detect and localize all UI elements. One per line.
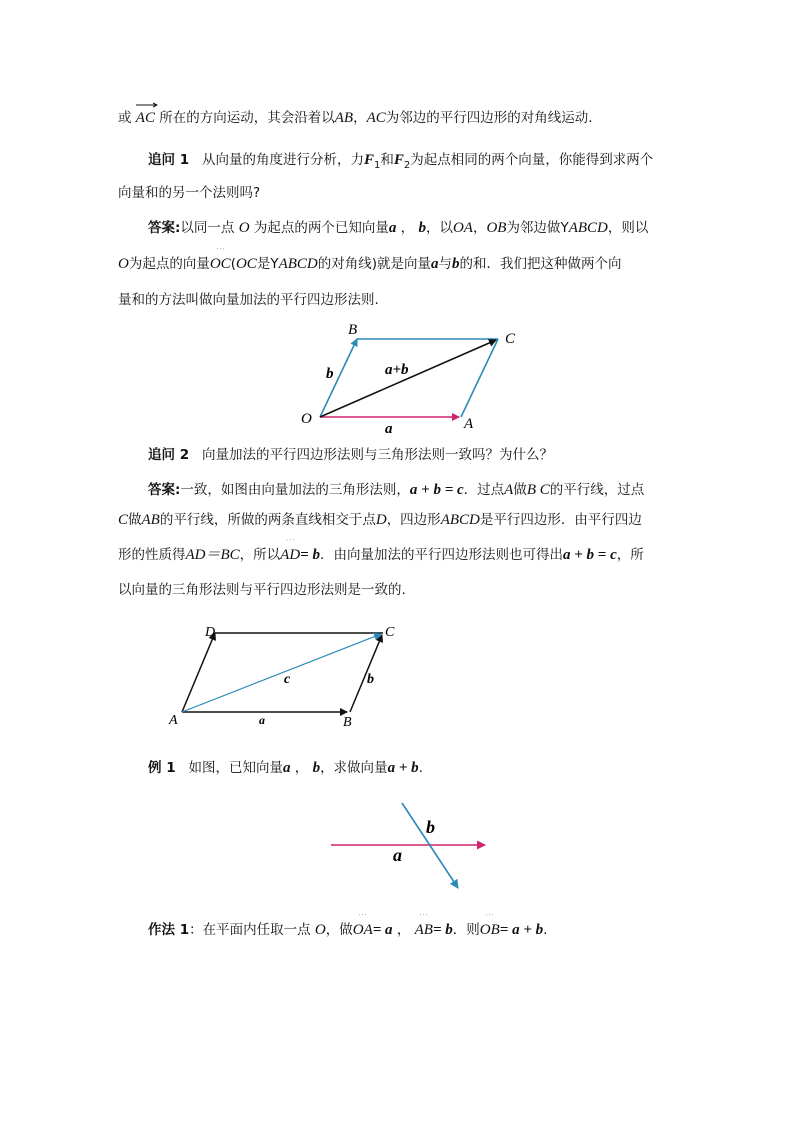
edge-ac — [461, 339, 498, 417]
paragraph-1: 或 AC 所在的方向运动，其会沿着以AB，AC为邻边的平行四边形的对角线运动. — [118, 108, 593, 128]
label-B: B — [343, 715, 352, 730]
edge-bc — [350, 635, 382, 712]
label-A: A — [464, 416, 474, 432]
figure-vectors-a-b — [325, 795, 495, 895]
method-label: 作法 1 — [148, 922, 190, 938]
answer-2-line-2: C做AB的平行线，所做的两条直线相交于点D，四边形ABCD是平行四边形．由平行四边 — [118, 512, 642, 528]
method-1: 作法 1：在平面内任取一点 O，做 ˙˙˙ OA= a ， ˙˙˙ AB= b．则 ˙˙˙ OB= a + b. — [148, 914, 548, 938]
label-b: b — [326, 366, 334, 382]
diagonal-oc — [320, 340, 496, 417]
label-a: a — [385, 421, 393, 434]
example-1: 例 1 如图，已知向量a ， b，求做向量a + b. — [148, 760, 423, 776]
label-C: C — [505, 331, 516, 347]
answer-1-line-3: 量和的方法叫做向量加法的平行四边形法则. — [118, 292, 379, 308]
label-a: a — [259, 713, 265, 727]
vector-dots-icon: ˙˙˙ — [285, 539, 295, 546]
label-D: D — [205, 625, 216, 640]
edge-ad — [182, 633, 215, 712]
answer-1-line-2: O为起点的向量 ˙˙˙ OC(OC是YABCD的对角线)就是向量a与b的和．我们把这种做两个向 — [118, 248, 622, 272]
label-O: O — [301, 411, 312, 427]
figure-parallelogram-oabc — [295, 322, 525, 434]
vector-oc: ˙˙˙ OC — [209, 248, 231, 272]
vector-dots-icon: ˙˙˙ — [215, 248, 225, 255]
vector-oa: ˙˙˙ OA — [352, 914, 373, 938]
label-a: a — [393, 845, 402, 865]
question-label: 追问 1 — [148, 152, 190, 168]
diagonal-ac — [182, 634, 381, 712]
label-C: C — [385, 625, 395, 640]
answer-2-line-4: 以向量的三角形法则与平行四边形法则是一致的. — [118, 582, 406, 598]
question-1: 追问 1 从向量的角度进行分析，力$F_1$和$F_2$为起点相同的两个向量，你能得到求两个 — [148, 152, 654, 171]
label-b: b — [426, 817, 435, 837]
question-2: 追问 2 向量加法的平行四边形法则与三角形法则一致吗？为什么？ — [148, 447, 553, 463]
label-b: b — [367, 672, 374, 687]
answer-2-line-3: 形的性质得AD＝BC，所以 ˙˙˙ AD= b．由向量加法的平行四边形法则也可得出a + b = c，所 — [118, 539, 644, 563]
vector-ab: ˙˙˙ AB — [414, 914, 433, 938]
vector-arrow-icon — [136, 102, 158, 108]
figure-parallelogram-abcd — [165, 620, 405, 730]
vector-ac: AC — [136, 108, 155, 128]
answer-label: 答案: — [148, 220, 181, 236]
example-label: 例 1 — [148, 760, 176, 776]
vector-dots-icon: ˙˙˙ — [419, 914, 429, 921]
question-1-cont: 向量和的另一个法则吗? — [118, 185, 261, 201]
answer-2-line-1: 答案:一致，如图由向量加法的三角形法则，a + b = c．过点A做B C的平行线，过点 — [148, 482, 645, 498]
question-label: 追问 2 — [148, 447, 190, 463]
label-B: B — [348, 322, 358, 338]
vector-ad: ˙˙˙ AD — [280, 539, 301, 563]
answer-1-line-1: 答案:以同一点 O 为起点的两个已知向量a ， b，以OA，OB为邻边做YABCD，则以 — [148, 220, 649, 236]
vector-dots-icon: ˙˙˙ — [358, 914, 368, 921]
label-A: A — [169, 713, 178, 728]
answer-label: 答案: — [148, 482, 181, 498]
vector-ob: ˙˙˙ OB — [479, 914, 500, 938]
vector-dots-icon: ˙˙˙ — [485, 914, 495, 921]
label-a-plus-b: a+b — [385, 362, 409, 378]
label-c: c — [284, 672, 291, 687]
